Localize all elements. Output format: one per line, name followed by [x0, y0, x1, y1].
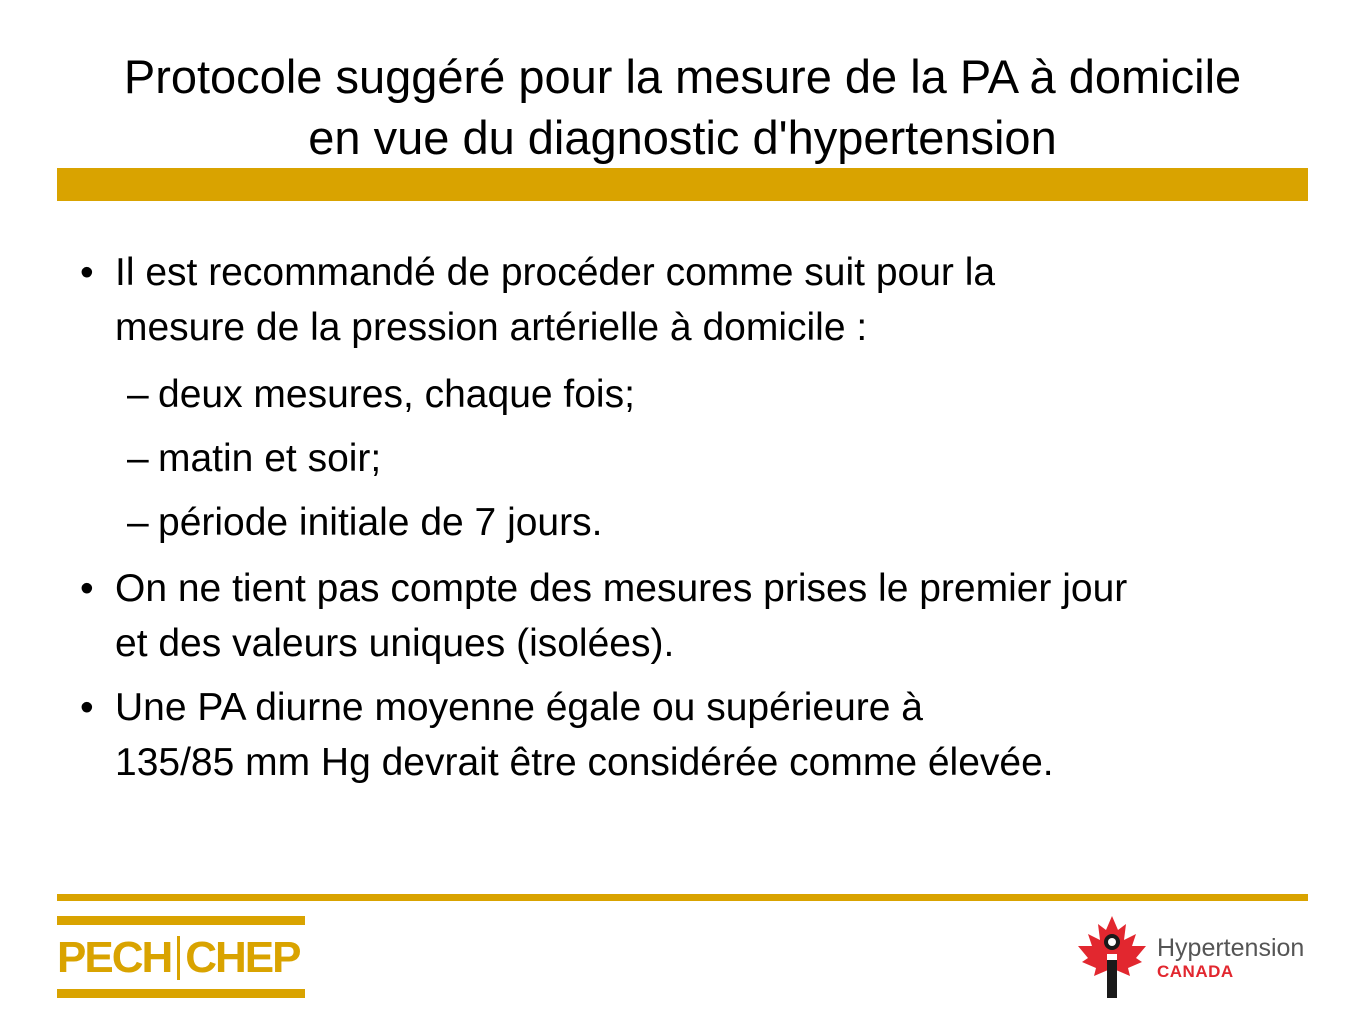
sub-item-text: période initiale de 7 jours. [158, 501, 603, 544]
dash-mark: – [127, 373, 149, 416]
maple-leaf-person-icon [1070, 912, 1154, 1002]
bullet-text-line: Il est recommandé de procéder comme suit pour la [115, 251, 996, 294]
dash-mark: – [127, 501, 149, 544]
pech-chep-logo [57, 916, 305, 998]
logo-text-pech: PECH [57, 933, 172, 982]
bullet-text-line: 135/85 mm Hg devrait être considérée comme élevée. [115, 741, 1054, 784]
bullet-mark: • [80, 251, 94, 294]
bullet-mark: • [80, 567, 94, 610]
dash-mark: – [127, 437, 149, 480]
bullet-text-line: mesure de la pression artérielle à domicile : [115, 306, 868, 349]
hypertension-canada-logo [1070, 912, 1310, 1002]
logo-text-hypertension: Hypertension [1157, 934, 1305, 962]
sub-item-text: deux mesures, chaque fois; [158, 373, 635, 416]
logo-bar-top [57, 916, 305, 925]
logo-bar-bottom [57, 989, 305, 998]
bullet-mark: • [80, 686, 94, 729]
sub-item-text: matin et soir; [158, 437, 382, 480]
bullet-text-line: Une PA diurne moyenne égale ou supérieure à [115, 686, 923, 729]
bullet-text-line: On ne tient pas compte des mesures prises le premier jour [115, 567, 1128, 610]
title-line-2: en vue du diagnostic d'hypertension [308, 111, 1057, 164]
footer-divider [57, 894, 1308, 901]
pech-chep-wordmark [57, 932, 300, 984]
logo-separator [177, 936, 180, 980]
logo-text-canada: CANADA [1157, 962, 1234, 981]
bullet-text-line: et des valeurs uniques (isolées). [115, 622, 675, 665]
logo-text-chep: CHEP [185, 933, 300, 982]
title-line-1: Protocole suggéré pour la mesure de la PA à domicile [123, 50, 1242, 103]
